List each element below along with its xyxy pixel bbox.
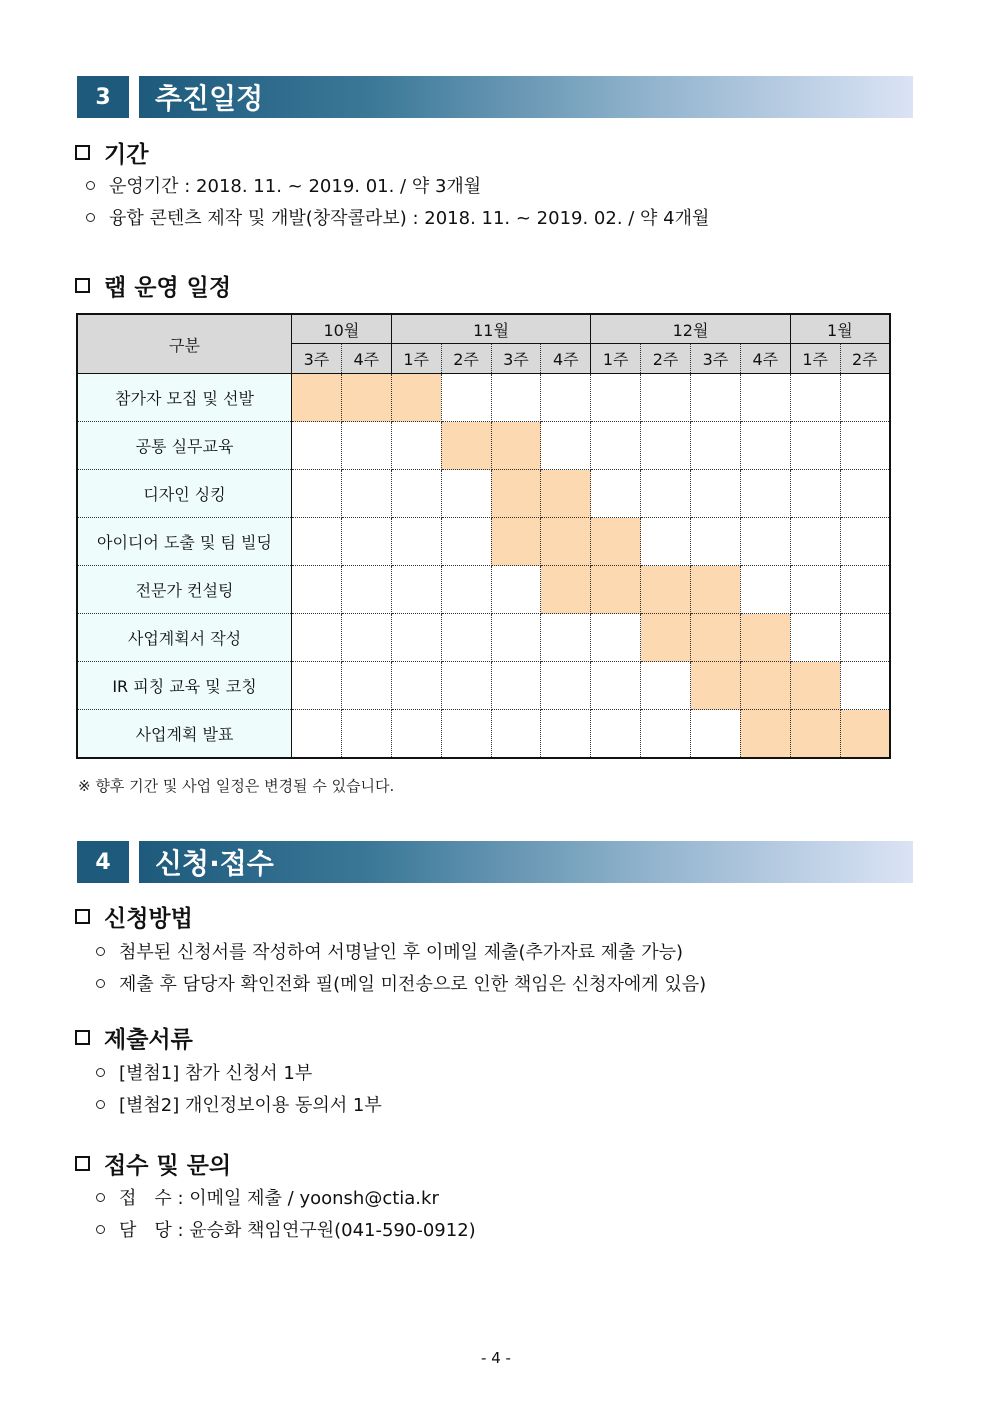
section-3-header [77, 76, 913, 118]
schedule-cell [740, 566, 790, 614]
docs-item-1 [96, 1059, 312, 1085]
checkbox-square-icon [75, 1156, 90, 1171]
method-item-1-text: 첨부된 신청서를 작성하여 서명날인 후 이메일 제출(추가자료 제출 가능) [119, 942, 684, 963]
task-label: 전문가 컨설팅 [77, 566, 292, 614]
schedule-cell-active [641, 614, 691, 662]
schedule-cell [292, 614, 342, 662]
contact-item-1 [96, 1184, 439, 1210]
schedule-cell [641, 662, 691, 710]
method-heading-text: 신청방법 [104, 906, 193, 932]
method-heading [75, 900, 193, 933]
schedule-cell [441, 566, 491, 614]
week-header: 2주 [641, 344, 691, 374]
schedule-cell [740, 518, 790, 566]
table-row [77, 566, 890, 614]
schedule-cell [341, 566, 391, 614]
schedule-cell [691, 518, 741, 566]
schedule-cell [840, 518, 890, 566]
contact-item-2 [96, 1216, 476, 1242]
schedule-cell [341, 422, 391, 470]
week-header: 4주 [541, 344, 591, 374]
contact-item-2-text: 담 당 : 윤승화 책임연구원(041-590-0912) [119, 1220, 476, 1241]
schedule-cell [292, 566, 342, 614]
table-row [77, 374, 890, 422]
schedule-cell [341, 710, 391, 759]
schedule-cell [441, 374, 491, 422]
schedule-cell [591, 662, 641, 710]
table-row [77, 470, 890, 518]
schedule-cell [740, 422, 790, 470]
period-item-2-text: 융합 콘텐츠 제작 및 개발(창작콜라보) : 2018. 11. ~ 2019. 02. / 약 4개월 [109, 208, 710, 229]
section-title: 추진일정 [139, 76, 913, 118]
schedule-cell-active [691, 662, 741, 710]
contact-heading [75, 1147, 231, 1180]
schedule-cell [641, 710, 691, 759]
period-heading [75, 136, 148, 169]
docs-item-2 [96, 1091, 382, 1117]
schedule-cell [391, 710, 441, 759]
schedule-cell [591, 710, 641, 759]
table-row [77, 518, 890, 566]
task-label: 공통 실무교육 [77, 422, 292, 470]
task-label: 디자인 싱킹 [77, 470, 292, 518]
circle-bullet-icon [96, 979, 105, 988]
circle-bullet-icon [96, 947, 105, 956]
schedule-cell [641, 422, 691, 470]
schedule-cell [691, 422, 741, 470]
lab-heading-text: 랩 운영 일정 [104, 275, 232, 301]
schedule-cell [341, 662, 391, 710]
schedule-cell [591, 614, 641, 662]
section-number: 4 [77, 841, 129, 883]
table-row [77, 710, 890, 759]
circle-bullet-icon [96, 1068, 105, 1077]
schedule-cell [691, 470, 741, 518]
schedule-cell-active [541, 566, 591, 614]
schedule-cell-active [491, 518, 541, 566]
schedule-cell [541, 710, 591, 759]
schedule-cell [740, 470, 790, 518]
schedule-cell-active [441, 422, 491, 470]
task-label: 아이디어 도출 및 팀 빌딩 [77, 518, 292, 566]
checkbox-square-icon [75, 909, 90, 924]
schedule-cell [641, 518, 691, 566]
month-header: 1월 [790, 314, 890, 344]
schedule-cell [292, 710, 342, 759]
schedule-cell [840, 662, 890, 710]
schedule-cell-active [591, 518, 641, 566]
schedule-cell [391, 566, 441, 614]
schedule-cell [391, 614, 441, 662]
schedule-cell [541, 422, 591, 470]
docs-item-1-text: [별첨1] 참가 신청서 1부 [119, 1063, 313, 1084]
schedule-cell-active [740, 662, 790, 710]
section-number: 3 [77, 76, 129, 118]
task-label: 사업계획 발표 [77, 710, 292, 759]
schedule-cell [840, 614, 890, 662]
period-item-1 [86, 172, 481, 198]
schedule-cell [541, 614, 591, 662]
circle-bullet-icon [86, 213, 95, 222]
schedule-cell [441, 710, 491, 759]
contact-item-1-text: 접 수 : 이메일 제출 / yoonsh@ctia.kr [119, 1188, 439, 1209]
schedule-cell [541, 374, 591, 422]
schedule-cell [790, 518, 840, 566]
checkbox-square-icon [75, 1030, 90, 1045]
task-label: 사업계획서 작성 [77, 614, 292, 662]
table-row [77, 614, 890, 662]
schedule-cell-active [391, 374, 441, 422]
week-header: 3주 [491, 344, 541, 374]
month-header: 10월 [292, 314, 392, 344]
schedule-cell [591, 374, 641, 422]
schedule-cell [341, 518, 391, 566]
week-header: 3주 [292, 344, 342, 374]
checkbox-square-icon [75, 278, 90, 293]
task-label: IR 피칭 교육 및 코칭 [77, 662, 292, 710]
schedule-cell-active [740, 614, 790, 662]
schedule-cell [491, 710, 541, 759]
method-item-1 [96, 938, 683, 964]
schedule-cell-active [541, 470, 591, 518]
schedule-cell-active [491, 422, 541, 470]
docs-heading [75, 1021, 193, 1054]
schedule-cell [441, 470, 491, 518]
schedule-cell [292, 470, 342, 518]
schedule-cell-active [740, 710, 790, 759]
period-heading-text: 기간 [104, 142, 149, 168]
schedule-cell-active [591, 566, 641, 614]
section-4-header [77, 841, 913, 883]
schedule-cell [790, 374, 840, 422]
schedule-cell [591, 470, 641, 518]
month-header: 11월 [391, 314, 591, 344]
schedule-cell [591, 422, 641, 470]
checkbox-square-icon [75, 145, 90, 160]
schedule-cell-active [691, 566, 741, 614]
schedule-cell [740, 374, 790, 422]
schedule-cell [341, 614, 391, 662]
schedule-cell [391, 518, 441, 566]
schedule-cell [491, 662, 541, 710]
schedule-cell [790, 566, 840, 614]
docs-item-2-text: [별첨2] 개인정보이용 동의서 1부 [119, 1095, 382, 1116]
page-number: - 4 - [481, 1349, 511, 1367]
week-header: 4주 [740, 344, 790, 374]
schedule-cell-active [790, 710, 840, 759]
schedule-cell [641, 470, 691, 518]
schedule-cell [391, 422, 441, 470]
schedule-cell [292, 518, 342, 566]
schedule-cell-active [641, 566, 691, 614]
schedule-cell [840, 422, 890, 470]
schedule-cell [541, 662, 591, 710]
schedule-cell [292, 662, 342, 710]
month-header: 12월 [591, 314, 791, 344]
period-item-1-text: 운영기간 : 2018. 11. ~ 2019. 01. / 약 3개월 [109, 176, 482, 197]
lab-heading [75, 269, 231, 302]
week-header: 4주 [341, 344, 391, 374]
schedule-cell [491, 566, 541, 614]
period-item-2 [86, 204, 709, 230]
method-item-2 [96, 970, 706, 996]
contact-heading-text: 접수 및 문의 [104, 1153, 232, 1179]
circle-bullet-icon [96, 1193, 105, 1202]
schedule-cell [840, 470, 890, 518]
schedule-cell [391, 662, 441, 710]
table-row [77, 662, 890, 710]
schedule-cell [341, 470, 391, 518]
schedule-cell [790, 614, 840, 662]
schedule-cell [441, 518, 491, 566]
circle-bullet-icon [96, 1225, 105, 1234]
docs-heading-text: 제출서류 [104, 1027, 193, 1053]
schedule-cell [491, 614, 541, 662]
schedule-cell [391, 470, 441, 518]
week-header: 3주 [691, 344, 741, 374]
schedule-cell [691, 710, 741, 759]
schedule-table [76, 313, 891, 759]
schedule-cell-active [541, 518, 591, 566]
week-header: 2주 [441, 344, 491, 374]
schedule-cell [840, 566, 890, 614]
circle-bullet-icon [86, 181, 95, 190]
week-header: 1주 [790, 344, 840, 374]
schedule-cell [840, 374, 890, 422]
circle-bullet-icon [96, 1100, 105, 1109]
schedule-cell [790, 422, 840, 470]
schedule-cell [491, 374, 541, 422]
category-header: 구분 [77, 314, 292, 374]
schedule-cell [790, 470, 840, 518]
schedule-cell-active [292, 374, 342, 422]
schedule-cell [441, 662, 491, 710]
week-header: 1주 [391, 344, 441, 374]
schedule-cell-active [491, 470, 541, 518]
week-header: 2주 [840, 344, 890, 374]
section-title: 신청·접수 [139, 841, 913, 883]
task-label: 참가자 모집 및 선발 [77, 374, 292, 422]
schedule-cell [691, 374, 741, 422]
schedule-cell-active [341, 374, 391, 422]
schedule-cell-active [840, 710, 890, 759]
method-item-2-text: 제출 후 담당자 확인전화 필(메일 미전송으로 인한 책임은 신청자에게 있음) [119, 974, 707, 995]
schedule-cell [641, 374, 691, 422]
week-header: 1주 [591, 344, 641, 374]
schedule-cell-active [691, 614, 741, 662]
schedule-cell-active [790, 662, 840, 710]
schedule-cell [292, 422, 342, 470]
schedule-note: ※ 향후 기간 및 사업 일정은 변경될 수 있습니다. [78, 777, 395, 795]
table-row [77, 422, 890, 470]
schedule-cell [441, 614, 491, 662]
